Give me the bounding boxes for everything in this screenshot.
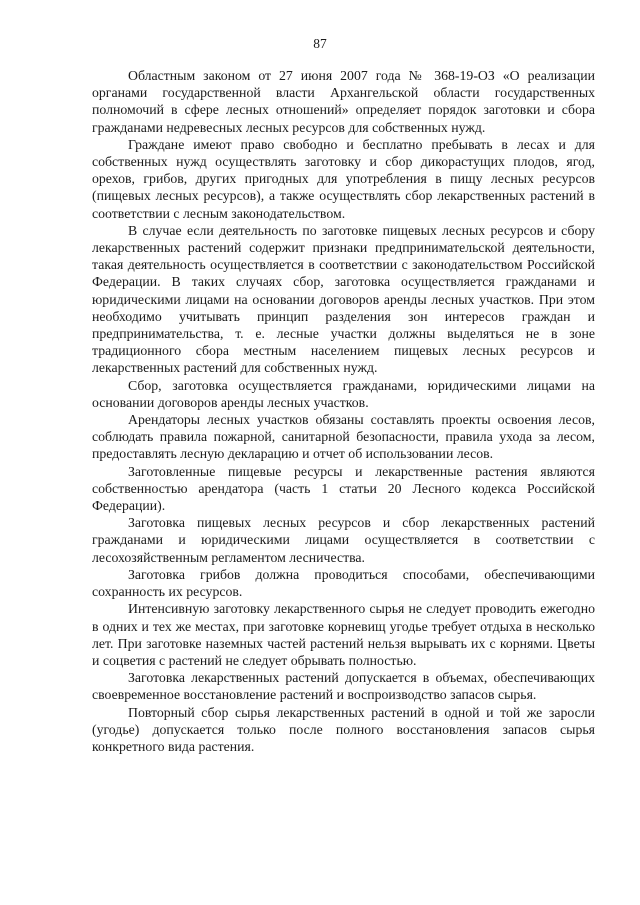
paragraph-mushroom-harvesting: Заготовка грибов должна проводиться способами, обеспечивающими сохранность их ресурсов. xyxy=(92,566,595,600)
paragraph-harvest-volumes: Заготовка лекарственных растений допускается в объемах, обеспечивающих своевременное восстановление растений и воспроизводство запасов сырья. xyxy=(92,670,595,703)
paragraph-citizen-rights: Граждане имеют право свободно и бесплатно пребывать в лесах и для собственных нужд осуществлять заготовку и сбор дикорастущих плодов, ягод, орехов, грибов, других пригодных для употребления в пищу лесных ресурсов (пищевых лесных ресурсов), а также осуществлять сбор лекарственных растений в соответствии с лесным законодательством. xyxy=(92,136,595,221)
paragraph-lease-basis: Сбор, заготовка осуществляется гражданами, юридическими лицами на основании договоров аренды лесных участков. xyxy=(92,377,595,410)
paragraph-ownership: Заготовленные пищевые ресурсы и лекарственные растения являются собственностью арендатора (часть 1 статьи 20 Лесного кодекса Российской Федерации). xyxy=(92,463,595,514)
paragraph-forestry-regulations: Заготовка пищевых лесных ресурсов и сбор лекарственных растений гражданами и юридическими лицами осуществляется в соответствии с лесохозяйственным регламентом лесничества. xyxy=(92,515,595,565)
paragraph-repeated-collection: Повторный сбор сырья лекарственных растений в одной и той же заросли (угодье) допускается только после полного восстановления запасов сырья конкретного вида растения. xyxy=(92,704,595,754)
paragraph-regional-law: Областным законом от 27 июня 2007 года № 368-19-ОЗ «О реализации органами государственной власти Архангельской области государственных полномочий в сфере лесных отношений» определяет порядок заготовки и сбора гражданами недревесных лесных ресурсов для собственных нужд. xyxy=(92,68,595,135)
document-body xyxy=(92,67,595,755)
page-number: 87 xyxy=(313,36,327,51)
paragraph-lessee-obligations: Арендаторы лесных участков обязаны составлять проекты освоения лесов, соблюдать правила пожарной, санитарной безопасности, правила ухода за лесом, предоставлять лесную декларацию и отчет об использовании лесов. xyxy=(92,412,595,462)
paragraph-entrepreneurial-activity: В случае если деятельность по заготовке пищевых лесных ресурсов и сбору лекарственных растений содержит признаки предпринимательской деятельности, такая деятельность осуществляется в соответствии с законодательством Российской Федерации. В таких случаях сбор, заготовка осуществляется гражданами и юридическими лицами на основании договоров аренды лесных участков. При этом необходимо учитывать принцип разделения зон интересов граждан и предпринимательства, т. е. лесные участки должны выделяться не в зоне традиционного сбора местным населением пищевых лесных ресурсов и лекарственных растений для собственных нужд. xyxy=(92,222,595,376)
paragraph-intensive-harvesting: Интенсивную заготовку лекарственного сырья не следует проводить ежегодно в одних и тех же местах, при заготовке корневищ угодье требует отдыха в несколько лет. При заготовке наземных частей растений нельзя вырывать их с корнями. Цветы и соцветия с растений не следует обрывать полностью. xyxy=(92,601,595,668)
